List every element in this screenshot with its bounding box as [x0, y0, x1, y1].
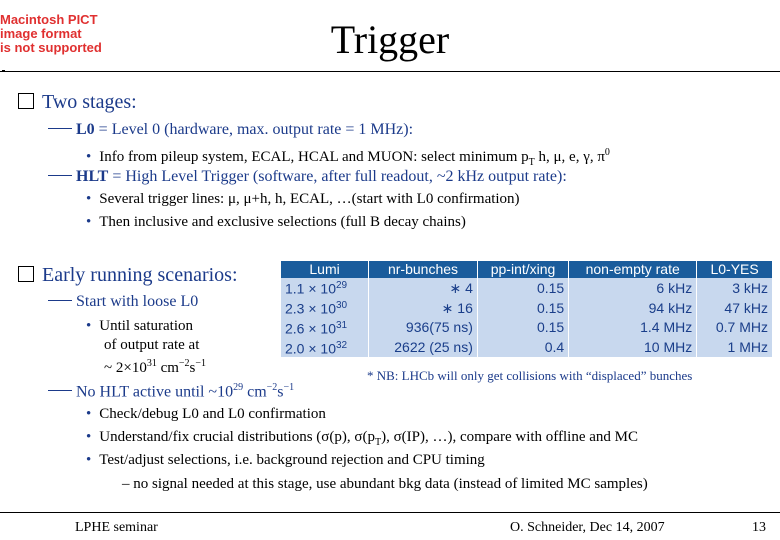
title-divider: [0, 71, 780, 72]
sat-value: ~ 2×10: [104, 360, 147, 376]
displaced-bunches-note: * NB: LHCb will only get collisions with “displaced” bunches: [367, 368, 693, 383]
footer-divider: [0, 512, 780, 513]
table-header: pp-int/xing: [477, 261, 568, 278]
hlt-bullet-1: [86, 190, 520, 209]
superscript: −1: [283, 382, 295, 393]
table-row: [281, 317, 772, 337]
loose-l0-line: [48, 292, 198, 312]
table-cell: [281, 317, 369, 337]
superscript: 32: [336, 339, 348, 351]
superscript: 31: [336, 319, 348, 331]
table-cell: 10 MHz: [569, 337, 697, 357]
table-cell: 3 kHz: [697, 278, 772, 298]
loose-text: Start with loose L0: [76, 293, 199, 310]
unit: cm: [243, 383, 267, 401]
table-header: nr-bunches: [369, 261, 478, 278]
table-row: [281, 337, 772, 357]
page-number: 13: [752, 520, 766, 535]
table-cell: 0.7 MHz: [697, 317, 772, 337]
superscript: 30: [336, 300, 348, 312]
superscript: −2: [266, 382, 278, 393]
table-cell: 47 kHz: [697, 298, 772, 318]
no-hlt-text: No HLT active until ~10: [76, 383, 234, 401]
table-header: Lumi: [281, 261, 369, 278]
bullet-icon: •: [86, 214, 92, 230]
table-cell: [281, 298, 369, 318]
table-cell: 0.4: [477, 337, 568, 357]
dash-bullet-icon: [48, 390, 72, 391]
table-cell: 0.15: [477, 278, 568, 298]
lumi-value: 1.1 × 10: [285, 281, 336, 298]
bullet-icon: •: [86, 191, 92, 207]
dash-bullet-icon: [48, 300, 72, 301]
subscript: T: [528, 157, 535, 168]
bullet-icon: •: [86, 429, 92, 445]
table-cell: 2622 (25 ns): [369, 337, 478, 357]
bullet-text-end: ), σ(IP), …), compare with offline and MC: [381, 429, 638, 445]
section-label: Two stages:: [42, 91, 137, 113]
dash-bullet-icon: [48, 128, 72, 129]
table-cell: ∗ 4: [369, 278, 478, 298]
hlt-line: [48, 167, 567, 187]
superscript: 29: [336, 280, 348, 292]
l0-info-text: Info from pileup system, ECAL, HCAL and MUON: select minimum p: [99, 149, 529, 165]
table-header-row: [281, 261, 772, 278]
bullet-icon: •: [86, 149, 92, 165]
table-header: L0-YES: [697, 261, 772, 278]
superscript: 0: [604, 147, 610, 158]
placeholder-line: image format: [0, 26, 82, 41]
saturation-bullet: [86, 317, 193, 336]
superscript: −1: [195, 358, 207, 369]
bullet-text: Test/adjust selections, i.e. background rejection and CPU timing: [99, 452, 485, 468]
subscript: T: [374, 437, 382, 448]
bullet-text: Several trigger lines: μ, μ+h, h, ECAL, …(start with L0 confirmation): [99, 191, 520, 207]
l0-line: [48, 120, 413, 140]
bullet-icon: •: [86, 406, 92, 422]
superscript: 29: [233, 382, 244, 393]
dash-bullet-icon: [48, 175, 72, 176]
table-header: non-empty rate: [569, 261, 697, 278]
saturation-line-3: [104, 354, 206, 378]
no-hlt-line: [48, 378, 294, 402]
footer-seminar: LPHE seminar: [75, 520, 158, 535]
bullet-icon: •: [86, 318, 92, 334]
sat-text-1: Until saturation: [99, 318, 194, 334]
luminosity-table: [281, 261, 772, 357]
bullet-icon: •: [86, 452, 92, 468]
table-cell: 0.15: [477, 298, 568, 318]
section-two-stages: [18, 90, 137, 114]
table-cell: [281, 337, 369, 357]
hlt-bullet-2: [86, 213, 466, 232]
checkbox-bullet-icon: [18, 266, 34, 282]
section-label: Early running scenarios:: [42, 264, 238, 286]
superscript: −2: [178, 358, 190, 369]
bullet-text: Understand/fix crucial distributions (σ(p), σ(p: [99, 429, 375, 445]
l0-desc: = Level 0 (hardware, max. output rate = 1 MHz):: [94, 121, 414, 138]
unit: s: [189, 360, 196, 376]
bullet-text: Check/debug L0 and L0 confirmation: [99, 406, 326, 422]
l0-name: L0: [76, 121, 95, 138]
check-bullet-3: [86, 451, 485, 470]
table-cell: 6 kHz: [569, 278, 697, 298]
lumi-value: 2.6 × 10: [285, 320, 336, 337]
placeholder-line: is not supported: [0, 40, 102, 55]
unit: s: [277, 383, 284, 401]
table-cell: 0.15: [477, 317, 568, 337]
bullet-text: Then inclusive and exclusive selections (full B decay chains): [99, 214, 466, 230]
table-row: [281, 278, 772, 298]
superscript: 31: [146, 358, 157, 369]
hlt-desc: = High Level Trigger (software, after full readout, ~2 kHz output rate):: [108, 168, 567, 185]
l0-info-end: h, μ, e, γ, π: [534, 149, 605, 165]
unit: cm: [156, 360, 179, 376]
table-cell: [281, 278, 369, 298]
no-signal-subbullet: – no signal needed at this stage, use abundant bkg data (instead of limited MC samples): [122, 476, 648, 492]
table-cell: 1.4 MHz: [569, 317, 697, 337]
lumi-value: 2.0 × 10: [285, 340, 336, 357]
table-cell: ∗ 16: [369, 298, 478, 318]
divider-tick: [2, 70, 5, 72]
table-cell: 936(75 ns): [369, 317, 478, 337]
footer-author-date: O. Schneider, Dec 14, 2007: [510, 520, 665, 535]
hlt-name: HLT: [76, 168, 109, 185]
checkbox-bullet-icon: [18, 93, 34, 109]
saturation-line-2: of output rate at: [104, 337, 200, 353]
slide-title: Trigger: [330, 17, 450, 62]
table-row: [281, 298, 772, 318]
check-bullet-1: [86, 405, 326, 424]
table-cell: 94 kHz: [569, 298, 697, 318]
lumi-value: 2.3 × 10: [285, 300, 336, 317]
placeholder-line: Macintosh PICT: [0, 12, 98, 27]
table: [281, 261, 772, 357]
section-early-running: [18, 263, 238, 287]
table-cell: 1 MHz: [697, 337, 772, 357]
check-bullet-2: [86, 428, 638, 452]
